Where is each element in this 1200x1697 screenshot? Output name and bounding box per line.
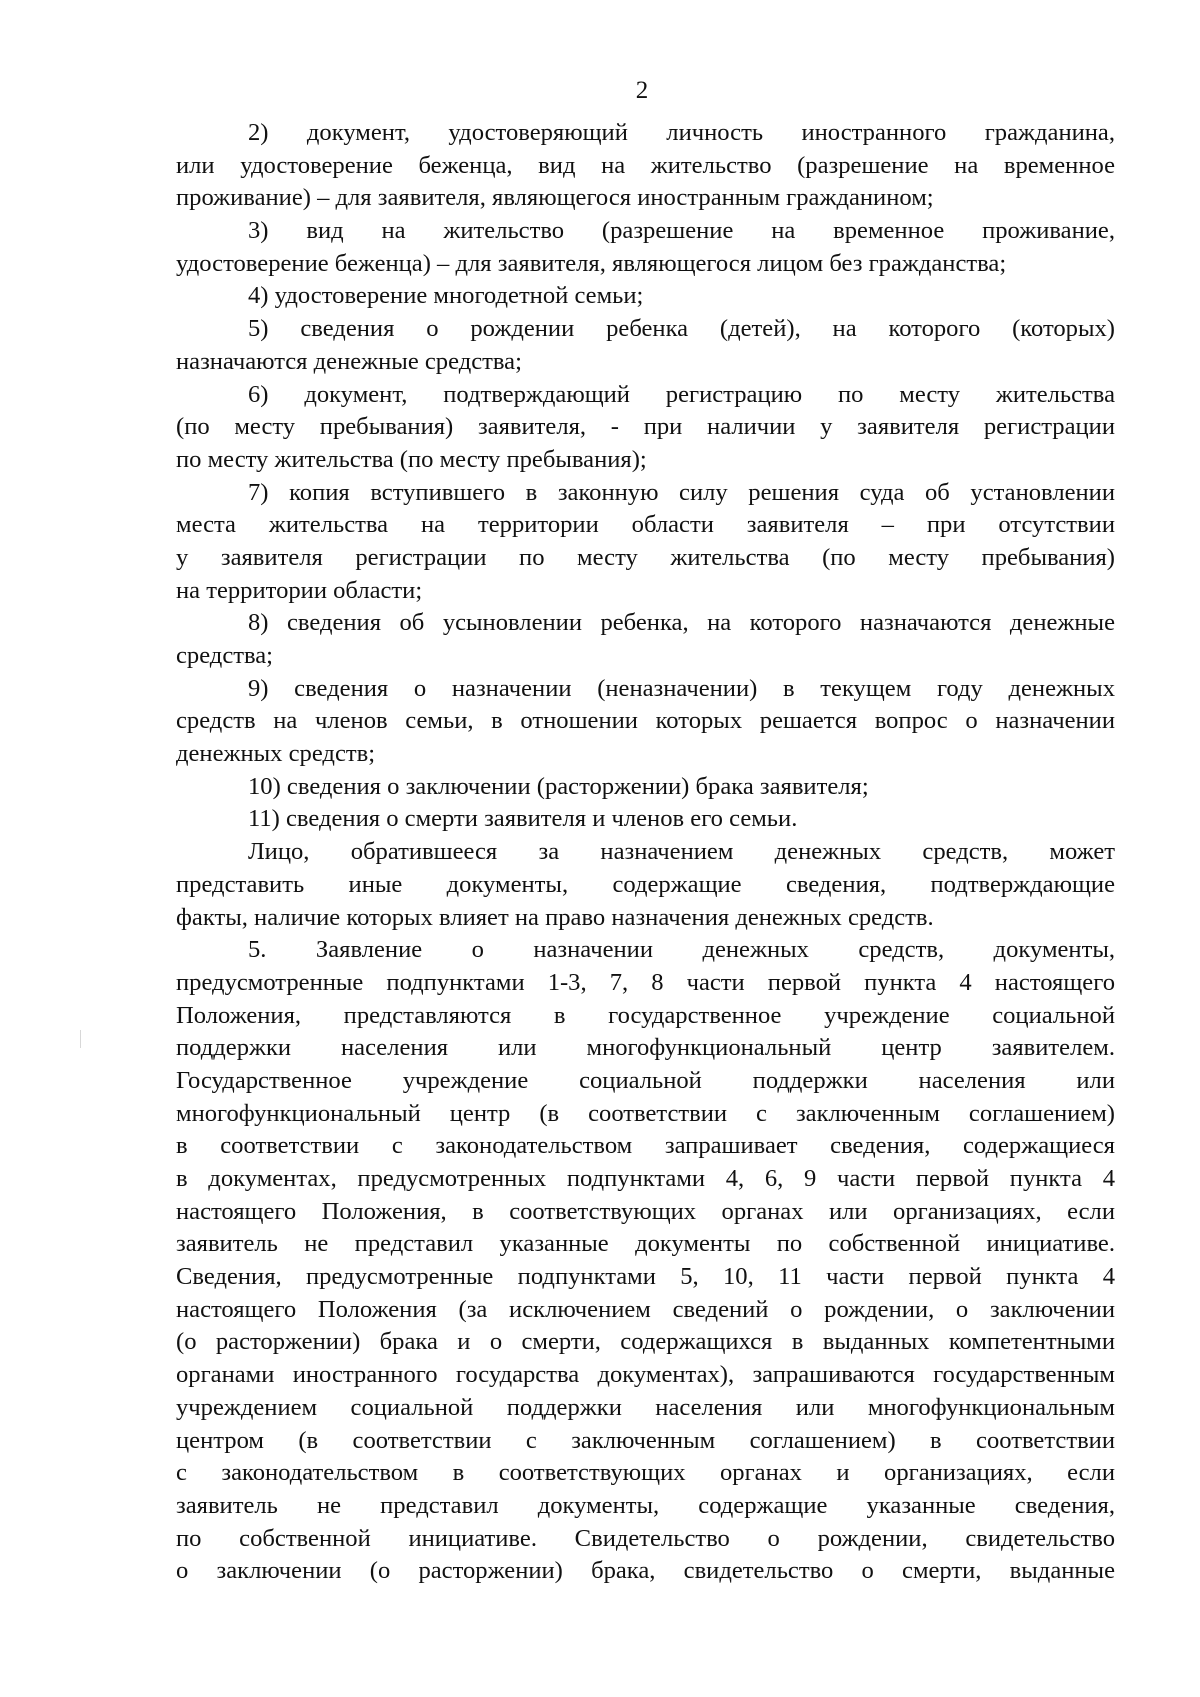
text-line: удостоверение беженца) – для заявителя, являющегося лицом без гражданства;: [176, 249, 1007, 277]
text-line: (по месту пребывания) заявителя, - при наличии у заявителя регистрации: [176, 413, 1115, 441]
text-line: 2) документ, удостоверяющий личность иностранного гражданина,: [248, 119, 1115, 146]
text-line: 3) вид на жительство (разрешение на временное проживание,: [248, 217, 1115, 245]
text-line: по месту жительства (по месту пребывания);: [176, 445, 647, 473]
text-line: Лицо, обратившееся за назначением денежных средств, может: [248, 838, 1115, 866]
text-line: 5) сведения о рождении ребенка (детей), на которого (которых): [248, 315, 1115, 343]
text-line: назначаются денежные средства;: [176, 347, 522, 375]
document-body: [176, 117, 1115, 1588]
text-line: 10) сведения о заключении (расторжении) брака заявителя;: [248, 772, 869, 800]
text-line: места жительства на территории области заявителя – при отсутствии: [176, 511, 1115, 539]
text-line: органами иностранного государства документах), запрашиваются государственным: [176, 1361, 1115, 1389]
text-line: учреждением социальной поддержки населения или многофункциональным: [176, 1393, 1115, 1421]
text-line: 8) сведения об усыновлении ребенка, на которого назначаются денежные: [248, 609, 1115, 637]
text-line: Государственное учреждение социальной поддержки населения или: [176, 1066, 1115, 1094]
text-line: Положения, представляются в государственное учреждение социальной: [176, 1001, 1115, 1029]
text-line: в документах, предусмотренных подпунктами 4, 6, 9 части первой пункта 4: [176, 1165, 1115, 1192]
text-line: факты, наличие которых влияет на право назначения денежных средств.: [176, 903, 934, 931]
text-line: 6) документ, подтверждающий регистрацию по месту жительства: [248, 380, 1115, 408]
text-line: или удостоверение беженца, вид на жительство (разрешение на временное: [176, 151, 1115, 179]
text-line: представить иные документы, содержащие сведения, подтверждающие: [176, 870, 1115, 898]
text-line: (о расторжении) брака и о смерти, содержащихся в выданных компетентными: [176, 1328, 1115, 1356]
text-line: средств на членов семьи, в отношении которых решается вопрос о назначении: [176, 707, 1115, 735]
text-line: с законодательством в соответствующих органах и организациях, если: [176, 1459, 1115, 1487]
text-line: Сведения, предусмотренные подпунктами 5, 10, 11 части первой пункта 4: [176, 1263, 1115, 1291]
text-line: поддержки населения или многофункциональный центр заявителем.: [176, 1034, 1115, 1062]
text-line: 11) сведения о смерти заявителя и членов его семьи.: [248, 805, 798, 833]
text-line: денежных средств;: [176, 740, 376, 768]
text-line: 7) копия вступившего в законную силу решения суда об установлении: [248, 478, 1115, 506]
text-line: центром (в соответствии с заключенным соглашением) в соответствии: [176, 1426, 1115, 1454]
page-number: 2: [635, 77, 649, 104]
text-line: 4) удостоверение многодетной семьи;: [248, 282, 644, 310]
text-line: проживание) – для заявителя, являющегося иностранным гражданином;: [176, 184, 934, 212]
text-line: многофункциональный центр (в соответствии с заключенным соглашением): [176, 1099, 1115, 1127]
text-line: у заявителя регистрации по месту жительства (по месту пребывания): [176, 543, 1115, 571]
text-line: на территории области;: [176, 576, 423, 604]
text-line: средства;: [176, 642, 274, 669]
text-line: настоящего Положения (за исключением сведений о рождении, о заключении: [176, 1295, 1115, 1323]
text-line: в соответствии с законодательством запрашивает сведения, содержащиеся: [176, 1132, 1115, 1160]
text-line: заявитель не представил указанные документы по собственной инициативе.: [176, 1230, 1115, 1258]
text-line: заявитель не представил документы, содержащие указанные сведения,: [176, 1491, 1115, 1519]
text-line: по собственной инициативе. Свидетельство о рождении, свидетельство: [176, 1524, 1115, 1552]
text-line: настоящего Положения, в соответствующих органах или организациях, если: [176, 1197, 1115, 1225]
text-line: 5. Заявление о назначении денежных средств, документы,: [248, 936, 1115, 964]
scan-artifact: [80, 1030, 81, 1048]
text-line: 9) сведения о назначении (неназначении) в текущем году денежных: [248, 674, 1115, 702]
text-line: о заключении (о расторжении) брака, свидетельство о смерти, выданные: [176, 1557, 1115, 1585]
text-line: предусмотренные подпунктами 1-3, 7, 8 части первой пункта 4 настоящего: [176, 968, 1115, 996]
